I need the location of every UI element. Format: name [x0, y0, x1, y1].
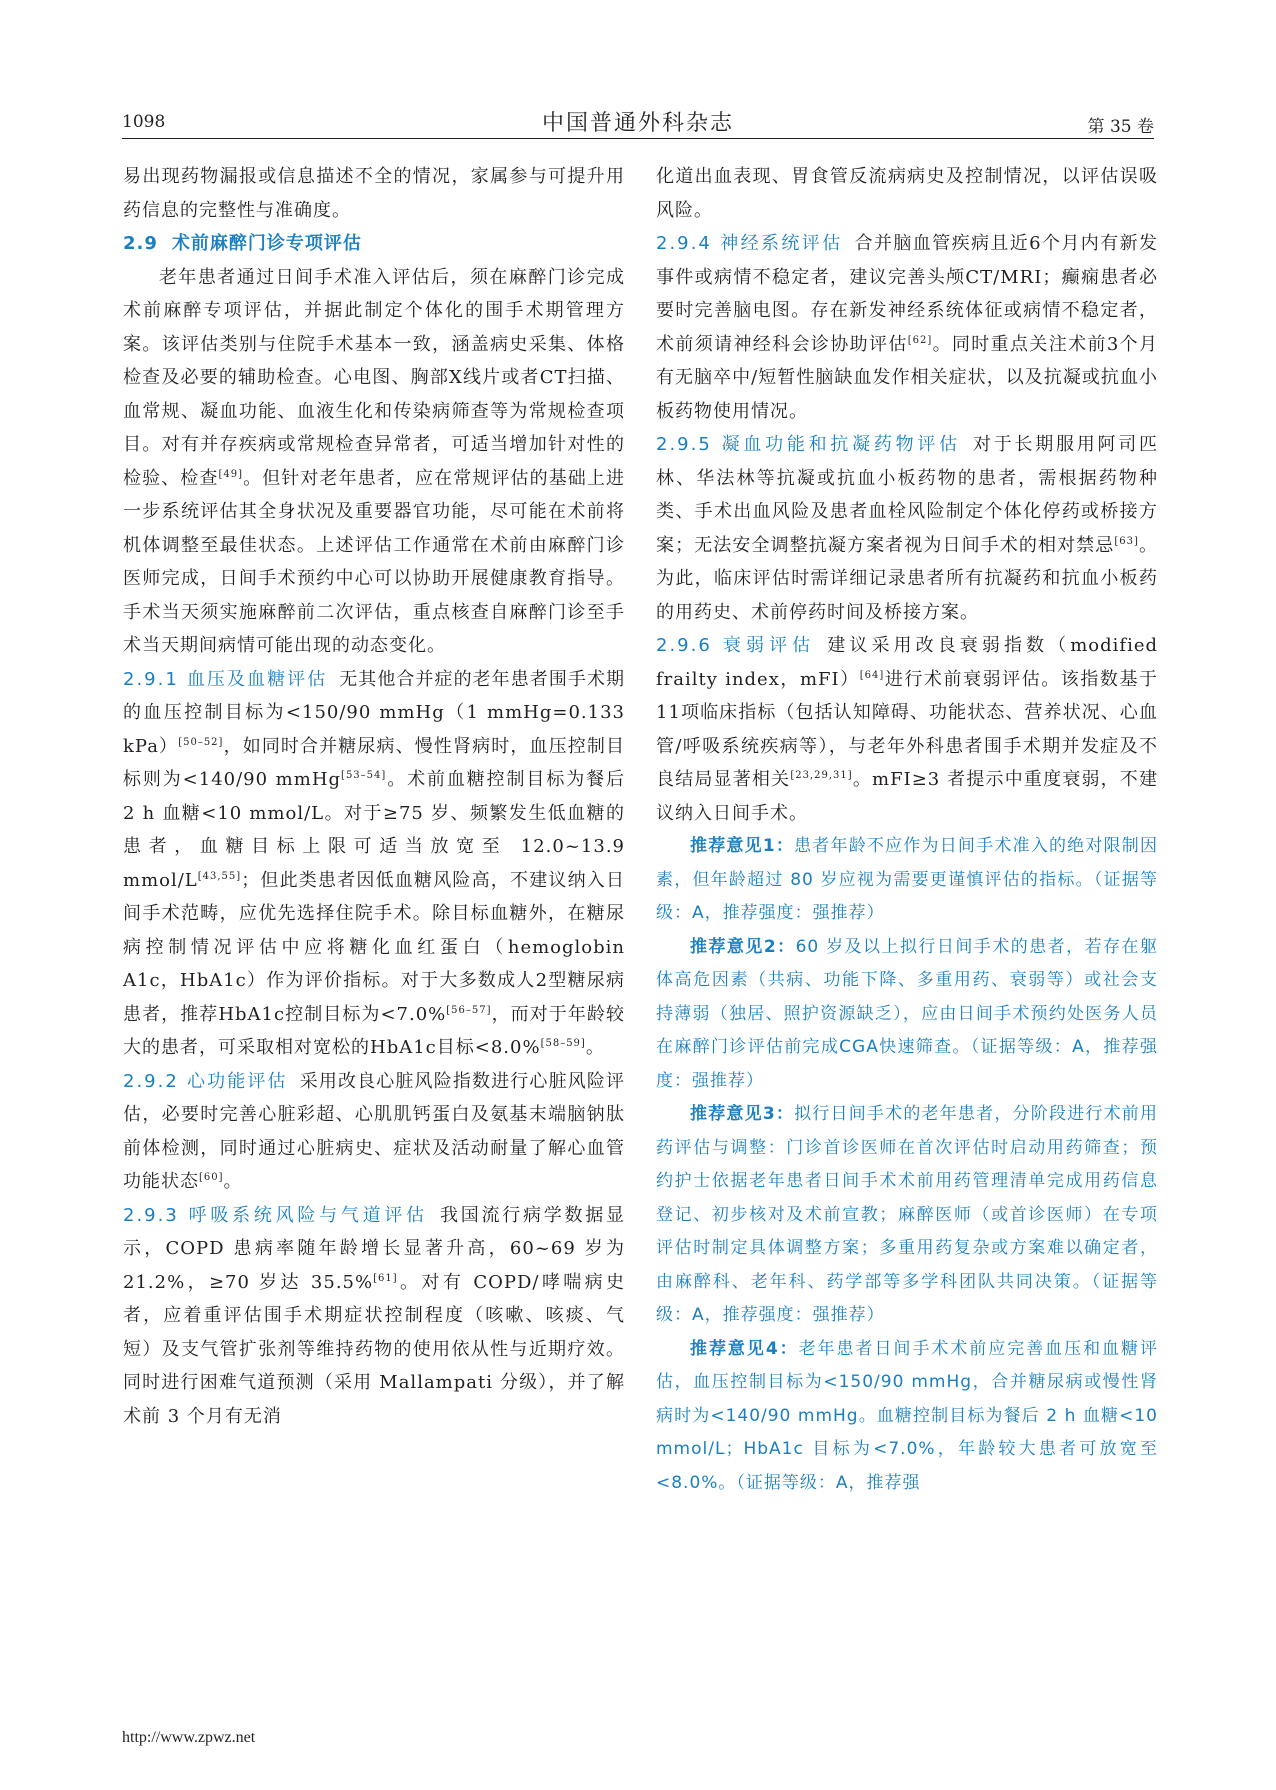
page-number: 1098	[122, 112, 166, 132]
recommendation-1: 推荐意见1：患者年龄不应作为日间手术准入的绝对限制因素，但年龄超过 80 岁应视为需要更谨慎评估的指标。（证据等级：A，推荐强度：强推荐）	[656, 836, 1158, 923]
subsection-heading-2-9-6: 2.9.6 衰弱评估	[656, 635, 816, 656]
citation: [61]	[373, 1272, 398, 1284]
citation: [60]	[199, 1172, 224, 1183]
subsection-heading-2-9-2: 2.9.2 心功能评估	[123, 1070, 288, 1092]
header-rule	[122, 138, 1154, 139]
paragraph-anesthesia-evaluation: 老年患者通过日间手术准入评估后，须在麻醉门诊完成术前麻醉专项评估，并据此制定个体化的围手术期管理方案。该评估类别与住院手术基本一致，涵盖病史采集、体格检查及必要的辅助检查。心电图、胸部X线片或者CT扫描、血常规、凝血功能、血液生化和传染病筛查等为常规检查项目。对有并存疾病或常规检查异常者，可适当增加针对性的检验、检查[49]。但针对老年患者，应在常规评估的基础上进一步系统评估其全身状况及重要器官功能，尽可能在术前将机体调整至最佳状态。上述评估工作通常在术前由麻醉门诊医师完成，日间手术预约中心可以协助开展健康教育指导。手术当天须实施麻醉前二次评估，重点核查自麻醉门诊至手术当天期间病情可能出现的动态变化。	[123, 266, 626, 656]
citation: [64]	[859, 669, 885, 681]
paragraph-continued: 化道出血表现、胃食管反流病病史及控制情况，以评估误吸风险。	[656, 166, 1158, 221]
volume-label: 第 35 卷	[1087, 117, 1154, 137]
footer-url: http://www.zpwz.net	[122, 1729, 256, 1746]
subsection-heading-2-9-4: 2.9.4 神经系统评估	[656, 233, 843, 254]
citation: [62]	[907, 334, 933, 346]
subsection-heading-2-9-3: 2.9.3 呼吸系统风险与气道评估	[123, 1204, 428, 1226]
paragraph-continued: 易出现药物漏报或信息描述不全的情况，家属参与可提升用药信息的完整性与准确度。	[123, 166, 625, 221]
running-header	[122, 112, 1154, 140]
subsection-heading-2-9-5: 2.9.5 凝血功能和抗凝药物评估	[656, 434, 961, 455]
recommendation-2: 推荐意见2：60 岁及以上拟行日间手术的患者，若存在躯体高危因素（共病、功能下降、多重用药、衰弱等）或社会支持薄弱（独居、照护资源缺乏），应由日间手术预约处医务人员在麻醉门诊评估前完成CGA快速筛查。（证据等级：A，推荐强度：强推荐）	[656, 936, 1158, 1091]
paragraph-2-9-1: 2.9.1 血压及血糖评估 无其他合并症的老年患者围手术期的血压控制目标为<150/90 mmHg（1 mmHg=0.133 kPa）[50–52]，如同时合并糖尿病、慢性肾病时，血压控制目标则为<140/90 mmHg[53–54]。术前血糖控制目标为餐后 2 h 血糖<10 mmol/L。对于≥75 岁、频繁发生低血糖的患者，血糖目标上限可适当放宽至 12.0~13.9 mmol/L[43,55]；但此类患者因低血糖风险高，不建议纳入日间手术范畴，应优先选择住院手术。除目标血糖外，在糖尿病控制情况评估中应将糖化血红蛋白（hemoglobin A1c，HbA1c）作为评价指标。对于大多数成人2型糖尿病患者，推荐HbA1c控制目标为<7.0%[56–57]，而对于年龄较大的患者，可采取相对宽松的HbA1c目标<8.0%[58–59]。	[123, 668, 626, 1058]
citation: [50–52]	[178, 736, 224, 748]
citation: [23,29,31]	[790, 770, 853, 781]
section-heading-2-9: 2.9 术前麻醉门诊专项评估	[123, 233, 362, 254]
paragraph-2-9-4: 2.9.4 神经系统评估 合并脑血管疾病且近6个月内有新发事件或病情不稳定者，建议完善头颅CT/MRI；癫痫患者必要时完善脑电图。存在新发神经系统体征或病情不稳定者，术前须请神经科会诊协助评估[62]。同时重点关注术前3个月有无脑卒中/短暂性脑缺血发作相关症状，以及抗凝或抗血小板药物使用情况。	[656, 233, 1158, 422]
citation: [56–57]	[446, 1004, 492, 1016]
right-column	[656, 160, 1158, 1500]
paragraph-2-9-5: 2.9.5 凝血功能和抗凝药物评估 对于长期服用阿司匹林、华法林等抗凝或抗血小板药物的患者，需根据药物种类、手术出血风险及患者血栓风险制定个体化停药或桥接方案；无法安全调整抗凝方案者视为日间手术的相对禁忌[63]。为此，临床评估时需详细记录患者所有抗凝药和抗血小板药的用药史、术前停药时间及桥接方案。	[656, 434, 1159, 623]
recommendation-3: 推荐意见3：拟行日间手术的老年患者，分阶段进行术前用药评估与调整：门诊首诊医师在首次评估时启动用药筛查；预约护士依据老年患者日间手术术前用药管理清单完成用药信息登记、初步核对及术前宣教；麻醉医师（或首诊医师）在专项评估时制定具体调整方案；多重用药复杂或方案难以确定者，由麻醉科、老年科、药学部等多学科团队共同决策。（证据等级：A，推荐强度：强推荐）	[656, 1104, 1158, 1325]
recommendation-4: 推荐意见4：老年患者日间手术术前应完善血压和血糖评估，血压控制目标为<150/90 mmHg，合并糖尿病或慢性肾病时为<140/90 mmHg。血糖控制目标为餐后 2 h 血糖<10 mmol/L；HbA1c 目标为<7.0%，年龄较大患者可放宽至<8.0%。（证据等级：A，推荐强	[656, 1338, 1158, 1493]
citation: [63]	[1114, 535, 1139, 547]
citation: [49]	[218, 468, 244, 480]
citation: [58–59]	[540, 1038, 586, 1049]
citation: [43,55]	[197, 870, 242, 882]
paragraph-2-9-6: 2.9.6 衰弱评估 建议采用改良衰弱指数（modified frailty index，mFI）[64]进行术前衰弱评估。该指数基于11项临床指标（包括认知障碍、功能状态、营养状况、心血管/呼吸系统疾病等），与老年外科患者围手术期并发症及不良结局显著相关[23,29,31]。mFI≥3 者提示中重度衰弱，不建议纳入日间手术。	[656, 635, 1159, 824]
paragraph-2-9-3: 2.9.3 呼吸系统风险与气道评估 我国流行病学数据显示，COPD 患病率随年龄增长显著升高，60~69 岁为 21.2%，≥70 岁达 35.5%[61]。对有 COPD/哮喘病史者，应着重评估围手术期症状控制程度（咳嗽、咳痰、气短）及支气管扩张剂等维持药物的使用依从性与近期疗效。同时进行困难气道预测（采用 Mallampati 分级），并了解术前 3 个月有无消	[123, 1204, 626, 1427]
subsection-heading-2-9-1: 2.9.1 血压及血糖评估	[123, 668, 328, 690]
paragraph-2-9-2: 2.9.2 心功能评估 采用改良心脏风险指数进行心脏风险评估，必要时完善心脏彩超、心肌肌钙蛋白及氨基末端脑钠肽前体检测，同时通过心脏病史、症状及活动耐量了解心血管功能状态[60]。	[123, 1070, 626, 1192]
left-column	[123, 160, 625, 1433]
journal-title: 中国普通外科杂志	[541, 111, 734, 136]
citation: [53–54]	[341, 770, 387, 781]
